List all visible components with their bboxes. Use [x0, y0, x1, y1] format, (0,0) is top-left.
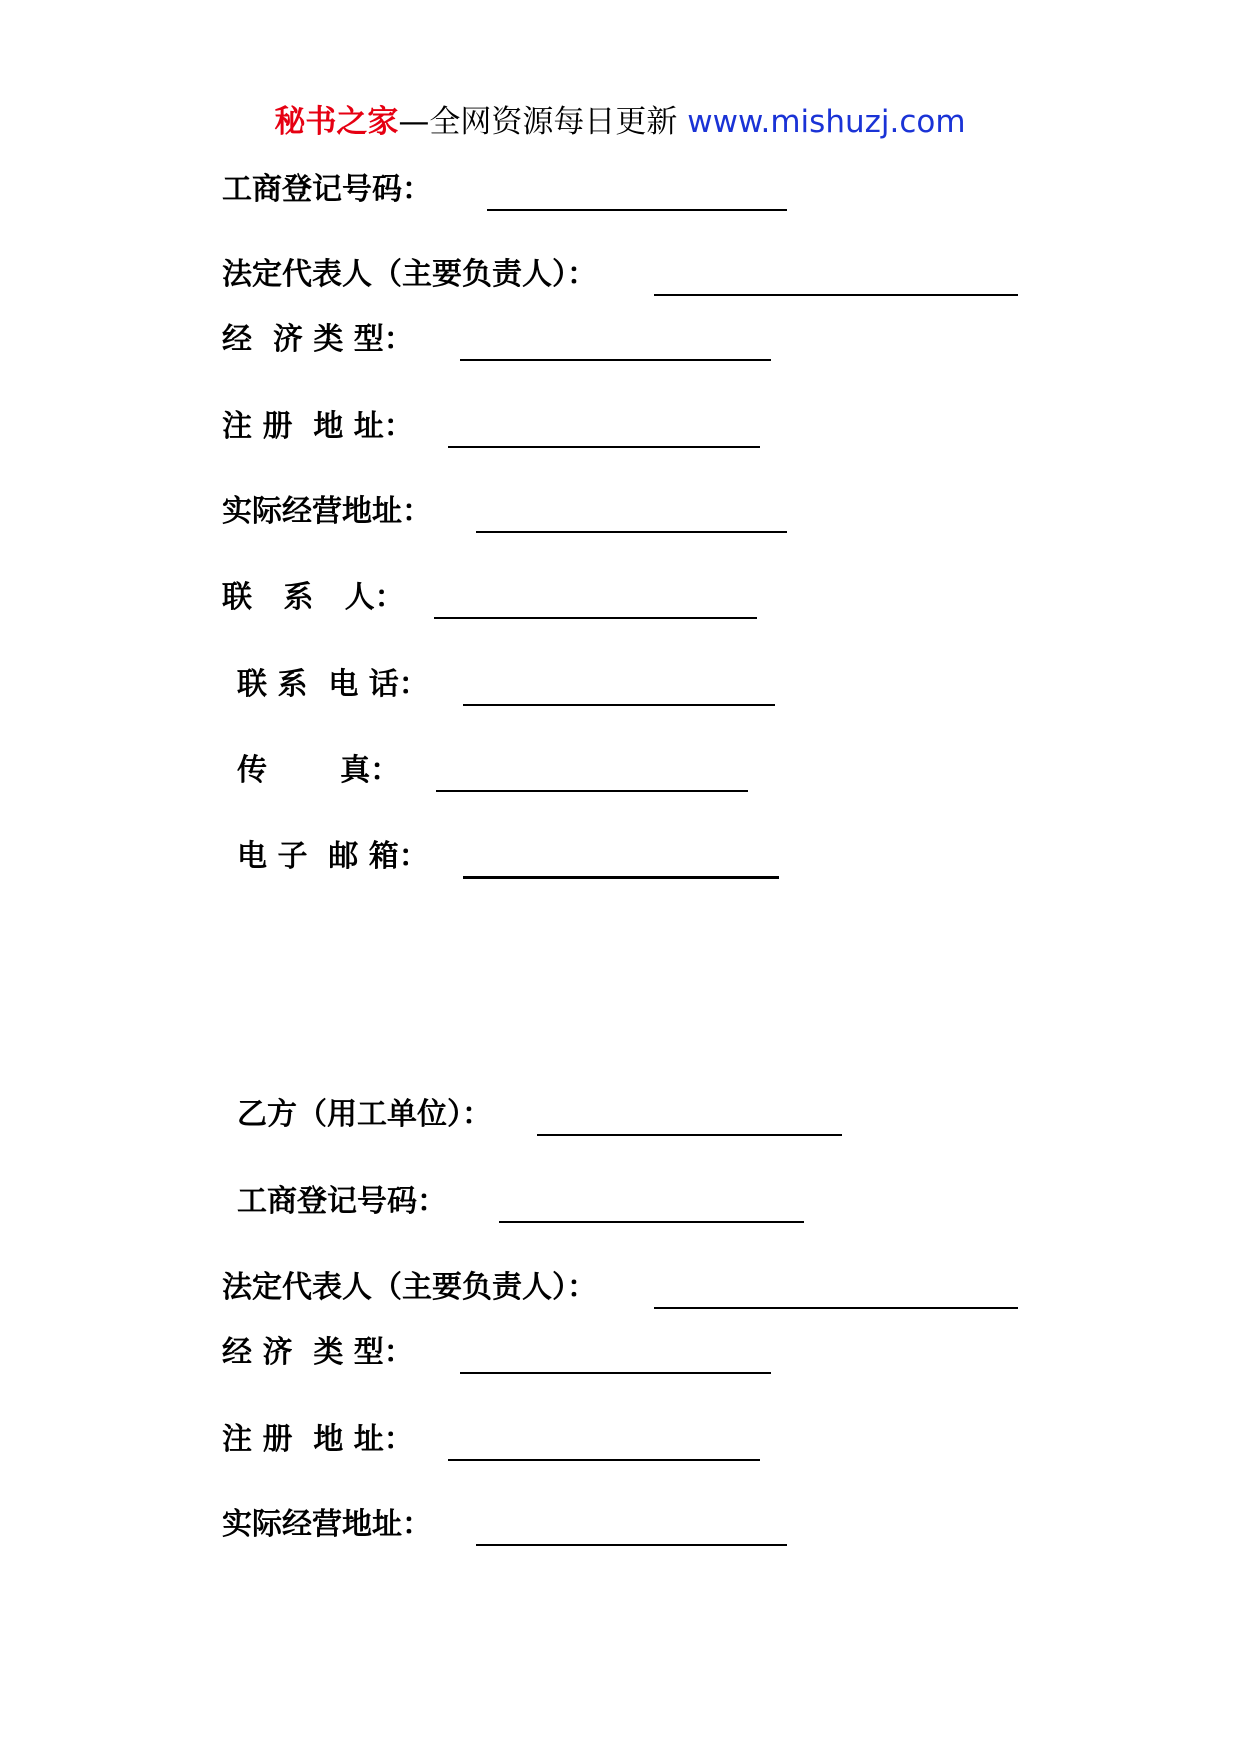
- field-label: 传 真：: [237, 753, 401, 788]
- party-b-business-reg-number-field: [0, 1180, 1240, 1224]
- fill-in-line[interactable]: [436, 790, 748, 792]
- party-a-registered-address-field: [0, 405, 1240, 449]
- party-a-email-field: [0, 835, 1240, 879]
- party-b-legal-rep-field: [0, 1266, 1240, 1310]
- site-url-link[interactable]: www.mishuzj.com: [687, 104, 966, 140]
- fill-in-line[interactable]: [476, 531, 787, 533]
- fill-in-line[interactable]: [487, 209, 787, 211]
- field-label: 注 册 地 址：: [222, 409, 414, 444]
- field-label: 法定代表人（主要负责人）：: [222, 257, 597, 292]
- party-a-business-address-field: [0, 490, 1240, 534]
- fill-in-line[interactable]: [448, 446, 760, 448]
- fill-in-line[interactable]: [476, 1544, 787, 1546]
- fill-in-line[interactable]: [537, 1134, 842, 1136]
- field-label: 工商登记号码：: [237, 1184, 447, 1219]
- party-a-economic-type-field: [0, 318, 1240, 362]
- field-label: 乙方（用工单位）：: [237, 1097, 492, 1132]
- party-a-legal-rep-field: [0, 253, 1240, 297]
- field-label: 电 子 邮 箱：: [237, 839, 429, 874]
- field-label: 联 系 人：: [222, 580, 405, 615]
- party-a-fax-field: [0, 749, 1240, 793]
- party-a-contact-phone-field: [0, 663, 1240, 707]
- party-b-economic-type-field: [0, 1331, 1240, 1375]
- field-label: 实际经营地址：: [222, 1507, 432, 1542]
- site-header: [0, 100, 1240, 144]
- tagline: —全网资源每日更新: [398, 104, 688, 140]
- fill-in-line[interactable]: [448, 1459, 760, 1461]
- field-label: 注 册 地 址：: [222, 1422, 414, 1457]
- fill-in-line[interactable]: [463, 876, 779, 879]
- field-label: 实际经营地址：: [222, 494, 432, 529]
- fill-in-line[interactable]: [499, 1221, 804, 1223]
- field-label: 经 济 类 型：: [222, 1335, 414, 1370]
- fill-in-line[interactable]: [463, 704, 775, 706]
- fill-in-line[interactable]: [654, 1307, 1018, 1309]
- fill-in-line[interactable]: [460, 1372, 771, 1374]
- field-label: 联 系 电 话：: [237, 667, 429, 702]
- brand-name: 秘书之家: [274, 104, 399, 140]
- fill-in-line[interactable]: [460, 359, 771, 361]
- party-a-contact-person-field: [0, 576, 1240, 620]
- party-b-registered-address-field: [0, 1418, 1240, 1462]
- party-b-employer-field: [0, 1093, 1240, 1137]
- party-a-business-reg-number-field: [0, 168, 1240, 212]
- party-b-business-address-field: [0, 1503, 1240, 1547]
- fill-in-line[interactable]: [654, 294, 1018, 296]
- field-label: 工商登记号码：: [222, 172, 432, 207]
- fill-in-line[interactable]: [434, 617, 757, 619]
- field-label: 经 济 类 型：: [222, 322, 414, 357]
- field-label: 法定代表人（主要负责人）：: [222, 1270, 597, 1305]
